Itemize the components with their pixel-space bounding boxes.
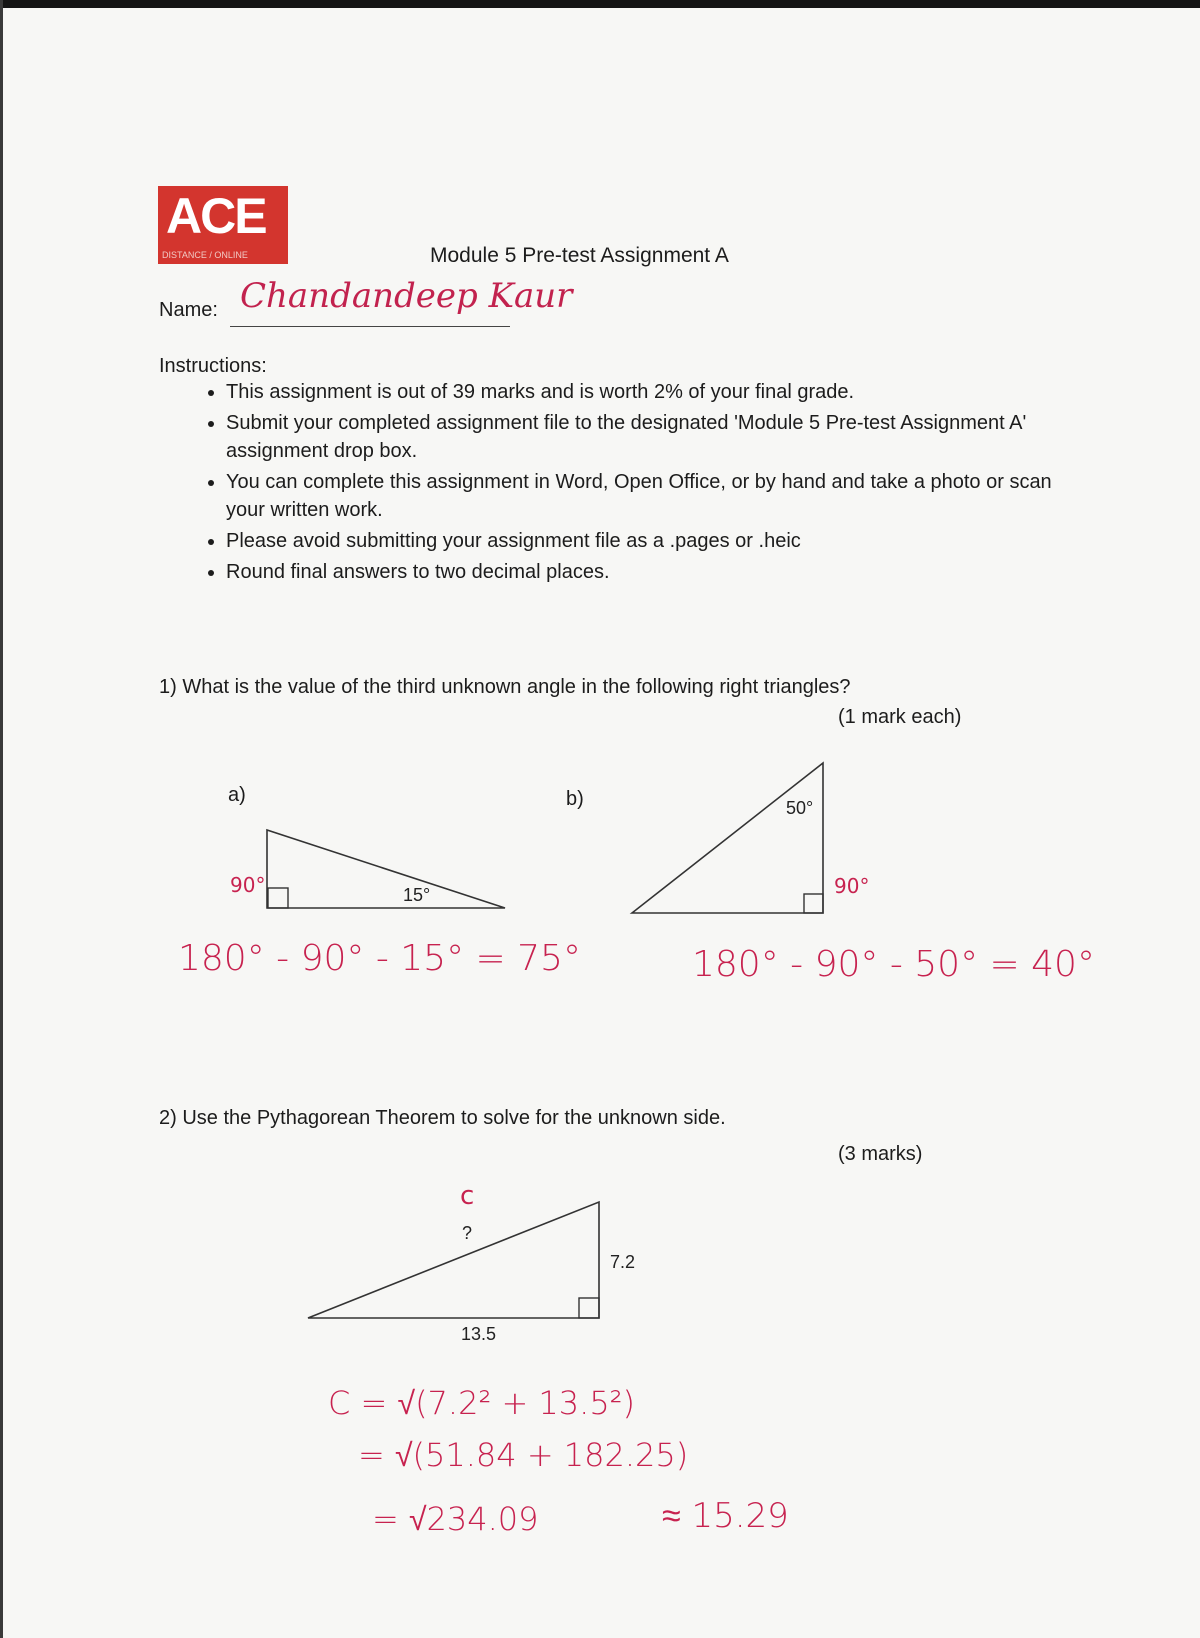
right-angle-marker-q2	[579, 1298, 599, 1318]
hypotenuse-handwritten-c: c	[460, 1181, 475, 1211]
triangle-b-angle-label: 50°	[786, 798, 814, 818]
triangle-a-angle-label: 15°	[403, 885, 431, 905]
handwritten-answer-a: 180° - 90° - 15° = 75°	[178, 938, 581, 979]
triangle-b	[632, 763, 869, 913]
logo-subtext: DISTANCE / ONLINE	[162, 250, 248, 260]
handwritten-work-line-2: = √(51.84 + 182.25)	[358, 1436, 689, 1474]
handwritten-answer-b: 180° - 90° - 50° = 40°	[692, 944, 1095, 985]
handwritten-final-answer: ≈ 15.29	[662, 1496, 789, 1536]
horizontal-side-label: 13.5	[461, 1324, 497, 1344]
triangle-a-handwritten-angle: 90°	[230, 873, 266, 897]
instructions-heading: Instructions:	[159, 355, 267, 377]
instruction-item: • Please avoid submitting your assignment file as a .pages or .heic	[226, 527, 1096, 555]
instruction-item: • Round final answers to two decimal places.	[226, 558, 1096, 586]
triangle-b-handwritten-angle: 90°	[834, 874, 870, 898]
question-2-text: 2) Use the Pythagorean Theorem to solve for the unknown side.	[159, 1107, 726, 1129]
handwritten-work-line-3: = √234.09	[372, 1500, 539, 1538]
triangle-a	[230, 830, 505, 908]
question-1-text: 1) What is the value of the third unknown angle in the following right triangles?	[159, 676, 851, 698]
hypotenuse-unknown-label: ?	[462, 1223, 473, 1243]
page-title: Module 5 Pre-test Assignment A	[430, 244, 729, 267]
part-a-label: a)	[228, 784, 246, 806]
part-b-label: b)	[566, 788, 584, 810]
right-angle-marker-a	[268, 888, 288, 908]
vertical-side-label: 7.2	[610, 1252, 636, 1272]
triangle-q2	[308, 1181, 635, 1344]
name-label: Name:	[159, 299, 218, 321]
instruction-item: • You can complete this assignment in Word, Open Office, or by hand and take a photo or scan your written work.	[226, 468, 1096, 524]
handwritten-name: Chandandeep Kaur	[240, 276, 573, 316]
question-2-marks: (3 marks)	[838, 1143, 923, 1165]
handwritten-work-line-1: C = √(7.2² + 13.5²)	[328, 1384, 635, 1422]
instruction-item: • This assignment is out of 39 marks and is worth 2% of your final grade.	[226, 378, 1096, 406]
instruction-item: • Submit your completed assignment file to the designated 'Module 5 Pre-test Assignment A' assignment drop box.	[226, 409, 1096, 465]
logo-text: ACE	[166, 188, 266, 244]
right-angle-marker-b	[804, 894, 823, 913]
question-1-marks: (1 mark each)	[838, 706, 962, 728]
